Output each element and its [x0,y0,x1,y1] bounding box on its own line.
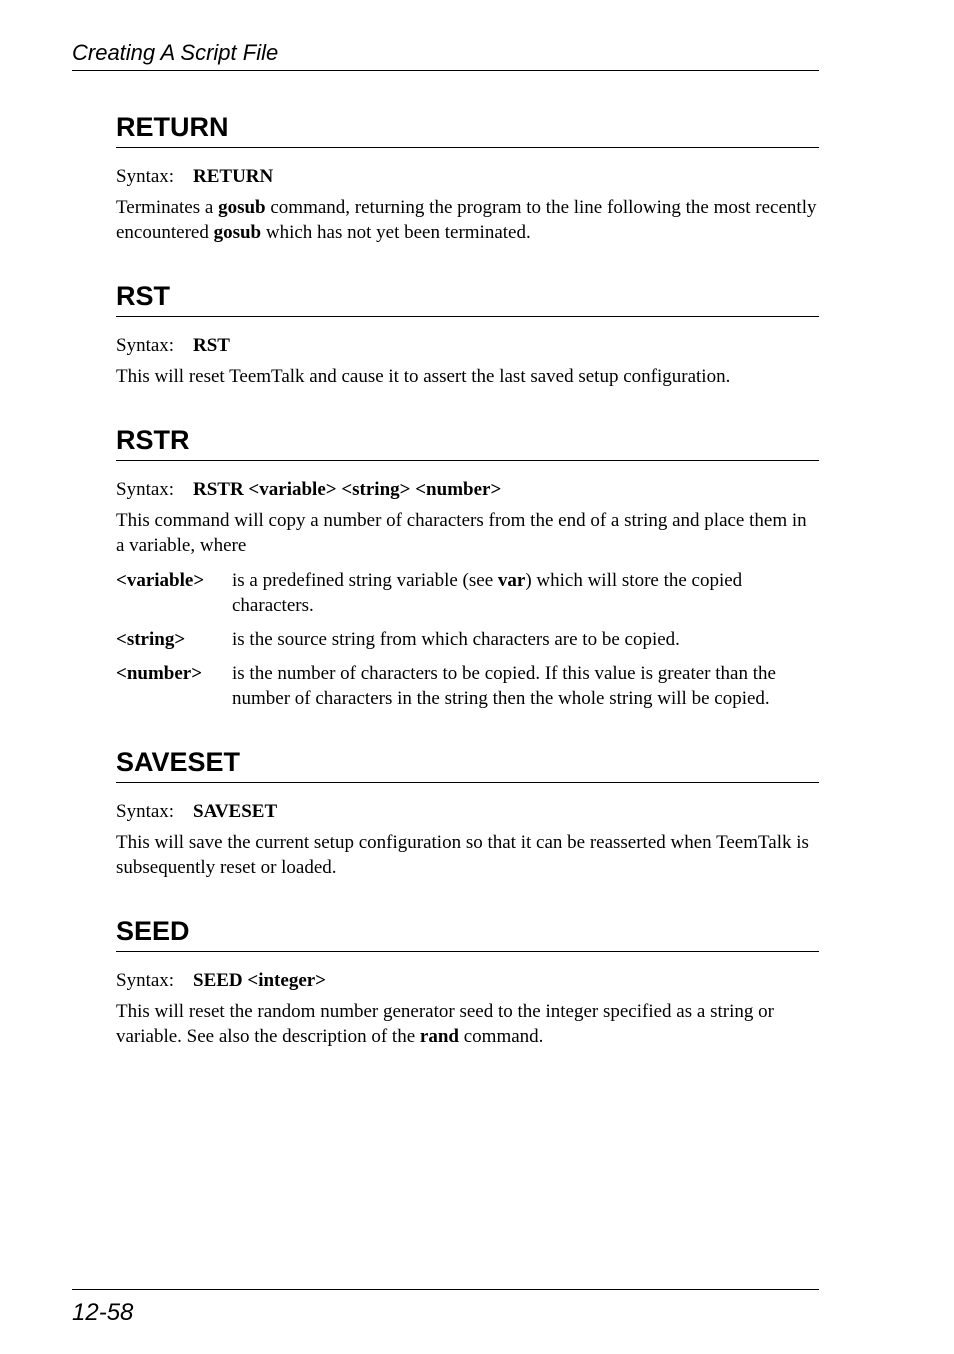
section-description: This will save the current setup configuration so that it can be reasserted when TeemTalk is subsequently reset or loaded. [116,832,809,878]
syntax-line [116,477,819,502]
syntax-label: Syntax: [116,970,175,991]
parameter-term: <string> [116,629,186,650]
syntax-command: RSTR <variable> <string> <number> [193,479,502,500]
syntax-command: RST [193,335,230,356]
syntax-line [116,799,819,824]
section-return [116,110,819,245]
parameter-definition: is the number of characters to be copied. If this value is greater than the number of characters in the string then the whole string will be copied. [232,663,776,709]
parameter-item [116,661,819,711]
section-description [116,999,819,1049]
syntax-line [116,968,819,993]
desc-keyword: gosub [218,197,266,218]
section-saveset [116,745,819,880]
section-seed [116,914,819,1049]
desc-text: This will reset the random number generator seed to the integer specified as a string or variable. See also the description of the [116,1001,774,1047]
syntax-command: SEED <integer> [193,970,327,991]
desc-keyword: gosub [213,222,262,243]
section-rst [116,279,819,389]
syntax-label: Syntax: [116,479,175,500]
parameter-term: <number> [116,663,203,684]
page-number: 12-58 [72,1299,134,1326]
parameter-list [116,568,819,711]
section-heading: RETURN [116,110,819,148]
parameter-definition: is the source string from which characters are to be copied. [232,629,680,650]
syntax-command: RETURN [193,166,274,187]
syntax-label: Syntax: [116,335,175,356]
section-description: This command will copy a number of characters from the end of a string and place them in a variable, where [116,510,807,556]
def-text: ) which will store the copied characters. [232,570,743,616]
desc-text: Terminates a [116,197,219,218]
parameter-definition [232,568,819,618]
parameter-item [116,568,819,618]
syntax-line [116,333,819,358]
page-content [116,110,819,1083]
def-keyword: var [497,570,526,591]
def-text: is a predefined string variable (see [232,570,498,591]
parameter-item [116,627,819,652]
running-header: Creating A Script File [72,40,819,71]
section-description: This will reset TeemTalk and cause it to assert the last saved setup configuration. [116,366,731,387]
page-footer [72,1289,819,1328]
section-heading: RSTR [116,423,819,461]
parameter-term: <variable> [116,570,205,591]
section-heading: SEED [116,914,819,952]
desc-keyword: rand [419,1026,459,1047]
syntax-line [116,164,819,189]
syntax-command: SAVESET [193,801,278,822]
desc-text: command. [458,1026,544,1047]
syntax-label: Syntax: [116,801,175,822]
section-description [116,195,819,245]
section-rstr [116,423,819,711]
desc-text: command, returning the program to the line following the most recently encountered [116,197,817,243]
desc-text: which has not yet been terminated. [261,222,531,243]
section-heading: RST [116,279,819,317]
section-heading: SAVESET [116,745,819,783]
syntax-label: Syntax: [116,166,175,187]
